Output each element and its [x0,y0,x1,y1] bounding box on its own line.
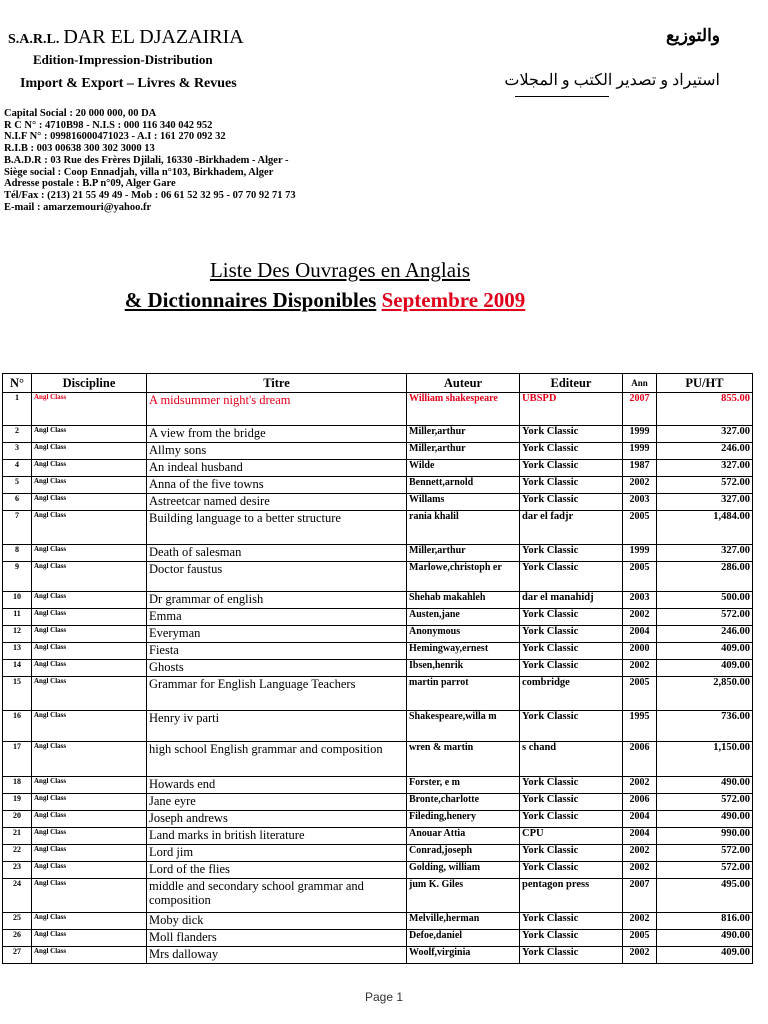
cell-ann: 2002 [623,845,657,862]
cell-ann: 2007 [623,393,657,426]
cell-titre: Astreetcar named desire [147,494,407,511]
cell-auteur: Anonymous [407,626,520,643]
cell-price: 246.00 [657,626,753,643]
cell-editeur: York Classic [520,562,623,592]
cell-editeur: York Classic [520,862,623,879]
cell-auteur: Shakespeare,willa m [407,711,520,742]
cell-ann: 2002 [623,609,657,626]
cell-ann: 2002 [623,947,657,964]
cell-discipline: Angl Class [32,794,147,811]
cell-no: 26 [3,930,32,947]
cell-titre: Henry iv parti [147,711,407,742]
table-row [3,711,753,742]
cell-discipline: Angl Class [32,913,147,930]
col-header-ann: Ann [623,374,657,393]
cell-ann: 2006 [623,742,657,777]
cell-titre: Joseph andrews [147,811,407,828]
cell-discipline: Angl Class [32,777,147,794]
table-row [3,828,753,845]
cell-ann: 1999 [623,443,657,460]
cell-auteur: Austen,jane [407,609,520,626]
cell-no: 8 [3,545,32,562]
cell-auteur: Miller,arthur [407,443,520,460]
arabic-subheading: استيراد و تصدير الكتب و المجلات [504,72,720,89]
cell-no: 3 [3,443,32,460]
cell-price: 490.00 [657,930,753,947]
cell-auteur: Defoe,daniel [407,930,520,947]
company-info-line: Siège social : Coop Ennadjah, villa n°103, Birkhadem, Alger [4,166,274,178]
table-row [3,477,753,494]
cell-editeur: CPU [520,828,623,845]
cell-no: 21 [3,828,32,845]
page-number: Page 1 [364,990,404,1004]
cell-editeur: combridge [520,677,623,711]
cell-discipline: Angl Class [32,660,147,677]
cell-discipline: Angl Class [32,879,147,913]
company-info-line: N.I.F N° : 099816000471023 - A.I : 161 270 092 32 [4,131,226,143]
cell-auteur: Marlowe,christoph er [407,562,520,592]
cell-editeur: York Classic [520,626,623,643]
cell-titre: Mrs dalloway [147,947,407,964]
cell-auteur: rania khalil [407,511,520,545]
company-name-text: DAR EL DJAZAIRIA [63,26,244,48]
cell-no: 22 [3,845,32,862]
cell-price: 286.00 [657,562,753,592]
cell-editeur: York Classic [520,477,623,494]
cell-discipline: Angl Class [32,545,147,562]
cell-price: 990.00 [657,828,753,845]
cell-titre: high school English grammar and composition [147,742,407,777]
cell-auteur: martin parrot [407,677,520,711]
company-info-line: E-mail : amarzemouri@yahoo.fr [4,201,152,213]
table-row [3,460,753,477]
cell-editeur: York Classic [520,443,623,460]
cell-editeur: dar el manahidj [520,592,623,609]
cell-discipline: Angl Class [32,711,147,742]
company-info-line: Adresse postale : B.P n°09, Alger Gare [4,178,176,190]
cell-price: 816.00 [657,913,753,930]
arabic-underline [515,96,609,97]
cell-titre: Doctor faustus [147,562,407,592]
cell-auteur: Forster, e m [407,777,520,794]
table-row [3,930,753,947]
cell-no: 7 [3,511,32,545]
cell-no: 12 [3,626,32,643]
cell-ann: 2004 [623,626,657,643]
cell-auteur: Shehab makahleh [407,592,520,609]
cell-ann: 1999 [623,426,657,443]
cell-titre: Fiesta [147,643,407,660]
table-row [3,742,753,777]
cell-auteur: Bronte,charlotte [407,794,520,811]
cell-editeur: York Classic [520,711,623,742]
col-header-titre: Titre [147,374,407,393]
table-row [3,626,753,643]
cell-titre: Allmy sons [147,443,407,460]
cell-price: 409.00 [657,643,753,660]
table-row [3,562,753,592]
company-activity: Edition-Impression-Distribution [33,52,213,67]
cell-editeur: York Classic [520,777,623,794]
cell-no: 11 [3,609,32,626]
cell-ann: 1999 [623,545,657,562]
title-line1-text: Liste Des Ouvrages en Anglais [209,258,471,282]
cell-no: 27 [3,947,32,964]
title-line2-text: & Dictionnaires Disponibles [124,288,377,312]
table-row [3,643,753,660]
cell-ann: 2005 [623,562,657,592]
cell-editeur: dar el fadjr [520,511,623,545]
cell-editeur: York Classic [520,545,623,562]
cell-ann: 2002 [623,777,657,794]
company-info-line: Capital Social : 20 000 000, 00 DA [4,108,157,119]
document-title-line2 [0,288,650,313]
cell-ann: 2007 [623,879,657,913]
col-header-auteur: Auteur [407,374,520,393]
cell-ann: 1995 [623,711,657,742]
cell-editeur: York Classic [520,609,623,626]
cell-auteur: Conrad,joseph [407,845,520,862]
cell-discipline: Angl Class [32,562,147,592]
cell-discipline: Angl Class [32,592,147,609]
cell-titre: Emma [147,609,407,626]
cell-discipline: Angl Class [32,947,147,964]
book-list-table [2,373,753,964]
table-row [3,879,753,913]
cell-titre: Building language to a better structure [147,511,407,545]
cell-no: 16 [3,711,32,742]
cell-auteur: Fileding,henery [407,811,520,828]
cell-price: 409.00 [657,660,753,677]
cell-discipline: Angl Class [32,811,147,828]
cell-titre: Moll flanders [147,930,407,947]
table-row [3,947,753,964]
cell-price: 327.00 [657,545,753,562]
cell-discipline: Angl Class [32,609,147,626]
cell-discipline: Angl Class [32,443,147,460]
cell-ann: 2002 [623,913,657,930]
cell-titre: Dr grammar of english [147,592,407,609]
cell-ann: 2005 [623,930,657,947]
document-title-line1 [0,258,680,283]
col-header-price: PU/HT [657,374,753,393]
cell-titre: Lord of the flies [147,862,407,879]
cell-no: 13 [3,643,32,660]
cell-editeur: York Classic [520,845,623,862]
cell-auteur: Hemingway,ernest [407,643,520,660]
cell-titre: Everyman [147,626,407,643]
cell-discipline: Angl Class [32,460,147,477]
cell-auteur: Wilde [407,460,520,477]
cell-editeur: York Classic [520,811,623,828]
table-row [3,393,753,426]
table-row [3,609,753,626]
cell-discipline: Angl Class [32,477,147,494]
table-row [3,845,753,862]
cell-titre: Anna of the five towns [147,477,407,494]
cell-auteur: Melville,herman [407,913,520,930]
cell-titre: Land marks in british literature [147,828,407,845]
company-info-line: Tél/Fax : (213) 21 55 49 49 - Mob : 06 61 52 32 95 - 07 70 92 71 73 [4,189,296,201]
cell-auteur: Ibsen,henrik [407,660,520,677]
cell-price: 327.00 [657,494,753,511]
cell-no: 23 [3,862,32,879]
cell-discipline: Angl Class [32,742,147,777]
cell-ann: 2006 [623,794,657,811]
cell-no: 2 [3,426,32,443]
cell-no: 20 [3,811,32,828]
cell-price: 246.00 [657,443,753,460]
cell-editeur: pentagon press [520,879,623,913]
cell-no: 17 [3,742,32,777]
table-row [3,660,753,677]
cell-price: 572.00 [657,845,753,862]
cell-titre: Ghosts [147,660,407,677]
cell-price: 500.00 [657,592,753,609]
cell-discipline: Angl Class [32,930,147,947]
cell-no: 6 [3,494,32,511]
cell-price: 1,484.00 [657,511,753,545]
table-row [3,677,753,711]
cell-auteur: Bennett,arnold [407,477,520,494]
cell-titre: A view from the bridge [147,426,407,443]
table-row [3,511,753,545]
cell-discipline: Angl Class [32,845,147,862]
cell-ann: 2004 [623,828,657,845]
cell-no: 18 [3,777,32,794]
cell-no: 1 [3,393,32,426]
cell-no: 10 [3,592,32,609]
sarl-label: S.A.R.L. [8,32,60,47]
cell-ann: 2002 [623,660,657,677]
cell-no: 5 [3,477,32,494]
cell-price: 572.00 [657,609,753,626]
cell-titre: Moby dick [147,913,407,930]
col-header-editeur: Editeur [520,374,623,393]
table-row [3,862,753,879]
company-trade: Import & Export – Livres & Revues [20,76,237,91]
cell-price: 490.00 [657,777,753,794]
cell-price: 409.00 [657,947,753,964]
cell-auteur: Miller,arthur [407,426,520,443]
table-row [3,811,753,828]
cell-price: 2,850.00 [657,677,753,711]
table-row [3,494,753,511]
company-info-line: B.A.D.R : 03 Rue des Frères Djilali, 16330 -Birkhadem - Alger - [4,154,289,166]
cell-titre: An indeal husband [147,460,407,477]
table-row [3,443,753,460]
cell-titre: Lord jim [147,845,407,862]
company-info-line: R C N° : 4710B98 - N.I.S : 000 116 340 042 952 [4,119,213,131]
cell-editeur: York Classic [520,494,623,511]
cell-discipline: Angl Class [32,626,147,643]
company-name [8,26,244,49]
cell-discipline: Angl Class [32,862,147,879]
col-header-no: N° [3,374,32,393]
cell-auteur: Golding, william [407,862,520,879]
cell-no: 4 [3,460,32,477]
table-row [3,592,753,609]
cell-titre: Grammar for English Language Teachers [147,677,407,711]
cell-auteur: jum K. Giles [407,879,520,913]
table-body [3,393,753,964]
cell-titre: middle and secondary school grammar and composition [147,879,407,913]
cell-ann: 2004 [623,811,657,828]
cell-price: 572.00 [657,477,753,494]
cell-price: 736.00 [657,711,753,742]
cell-titre: Howards end [147,777,407,794]
col-header-discipline: Discipline [32,374,147,393]
table-row [3,777,753,794]
cell-no: 9 [3,562,32,592]
cell-ann: 2000 [623,643,657,660]
cell-discipline: Angl Class [32,393,147,426]
cell-editeur: York Classic [520,426,623,443]
table-row [3,794,753,811]
arabic-heading: والتوزيع [665,26,720,45]
cell-ann: 2005 [623,677,657,711]
cell-editeur: York Classic [520,643,623,660]
cell-discipline: Angl Class [32,828,147,845]
cell-editeur: York Classic [520,930,623,947]
cell-no: 14 [3,660,32,677]
cell-auteur: Woolf,virginia [407,947,520,964]
cell-discipline: Angl Class [32,511,147,545]
cell-ann: 2003 [623,592,657,609]
cell-titre: A midsummer night's dream [147,393,407,426]
cell-price: 490.00 [657,811,753,828]
cell-price: 327.00 [657,426,753,443]
cell-no: 19 [3,794,32,811]
company-info-line: R.I.B : 003 00638 300 302 3000 13 [4,143,155,155]
cell-price: 572.00 [657,862,753,879]
cell-ann: 2002 [623,862,657,879]
cell-ann: 2003 [623,494,657,511]
cell-editeur: York Classic [520,794,623,811]
cell-ann: 1987 [623,460,657,477]
cell-editeur: York Classic [520,660,623,677]
table-row [3,426,753,443]
cell-discipline: Angl Class [32,643,147,660]
company-info-block [4,108,296,213]
table-row [3,545,753,562]
cell-auteur: Anouar Attia [407,828,520,845]
cell-auteur: William shakespeare [407,393,520,426]
cell-price: 855.00 [657,393,753,426]
cell-editeur: York Classic [520,913,623,930]
cell-price: 572.00 [657,794,753,811]
cell-price: 495.00 [657,879,753,913]
cell-discipline: Angl Class [32,494,147,511]
title-date: Septembre 2009 [381,288,526,312]
cell-auteur: Miller,arthur [407,545,520,562]
cell-editeur: UBSPD [520,393,623,426]
cell-ann: 2005 [623,511,657,545]
table-header-row [3,374,753,393]
cell-titre: Jane eyre [147,794,407,811]
cell-price: 327.00 [657,460,753,477]
cell-editeur: York Classic [520,460,623,477]
cell-titre: Death of salesman [147,545,407,562]
cell-no: 25 [3,913,32,930]
cell-discipline: Angl Class [32,426,147,443]
cell-editeur: York Classic [520,947,623,964]
cell-price: 1,150.00 [657,742,753,777]
cell-auteur: wren & martin [407,742,520,777]
cell-discipline: Angl Class [32,677,147,711]
cell-ann: 2002 [623,477,657,494]
cell-no: 24 [3,879,32,913]
cell-auteur: Willams [407,494,520,511]
cell-editeur: s chand [520,742,623,777]
table-row [3,913,753,930]
cell-no: 15 [3,677,32,711]
